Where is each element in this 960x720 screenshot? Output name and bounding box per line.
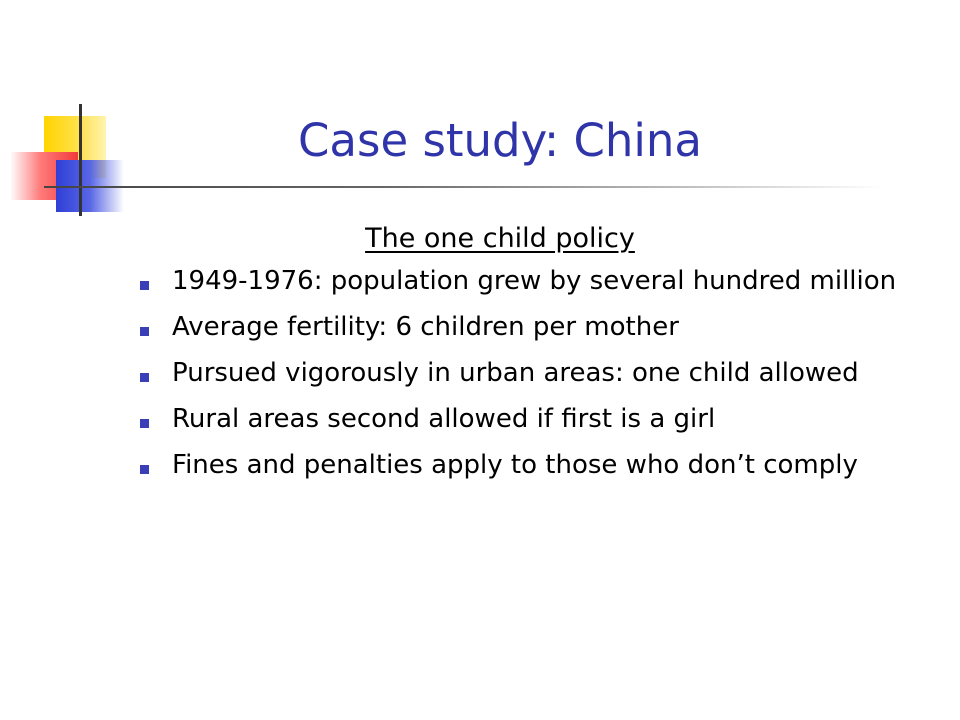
bullet-text: Average fertility: 6 children per mother [172,312,679,342]
bullet-text: Pursued vigorously in urban areas: one child allowed [172,358,859,388]
title-underline-rule [44,186,884,188]
bullet-text: Fines and penalties apply to those who don’t comply [172,450,858,480]
bullet-item [134,310,934,344]
decorative-vertical-line [79,104,82,216]
bullet-list [134,264,934,494]
bullet-item [134,264,934,298]
square-bullet-icon [140,373,149,382]
bullet-text: Rural areas second allowed if first is a girl [172,404,716,434]
square-bullet-icon [140,327,149,336]
slide-subtitle: The one child policy [365,223,635,254]
bullet-item [134,356,934,390]
square-bullet-icon [140,419,149,428]
square-bullet-icon [140,281,149,290]
bullet-text: 1949-1976: population grew by several hundred million [172,266,897,296]
bullet-item [134,448,934,482]
slide-title: Case study: China [298,114,702,167]
square-bullet-icon [140,465,149,474]
bullet-item [134,402,934,436]
